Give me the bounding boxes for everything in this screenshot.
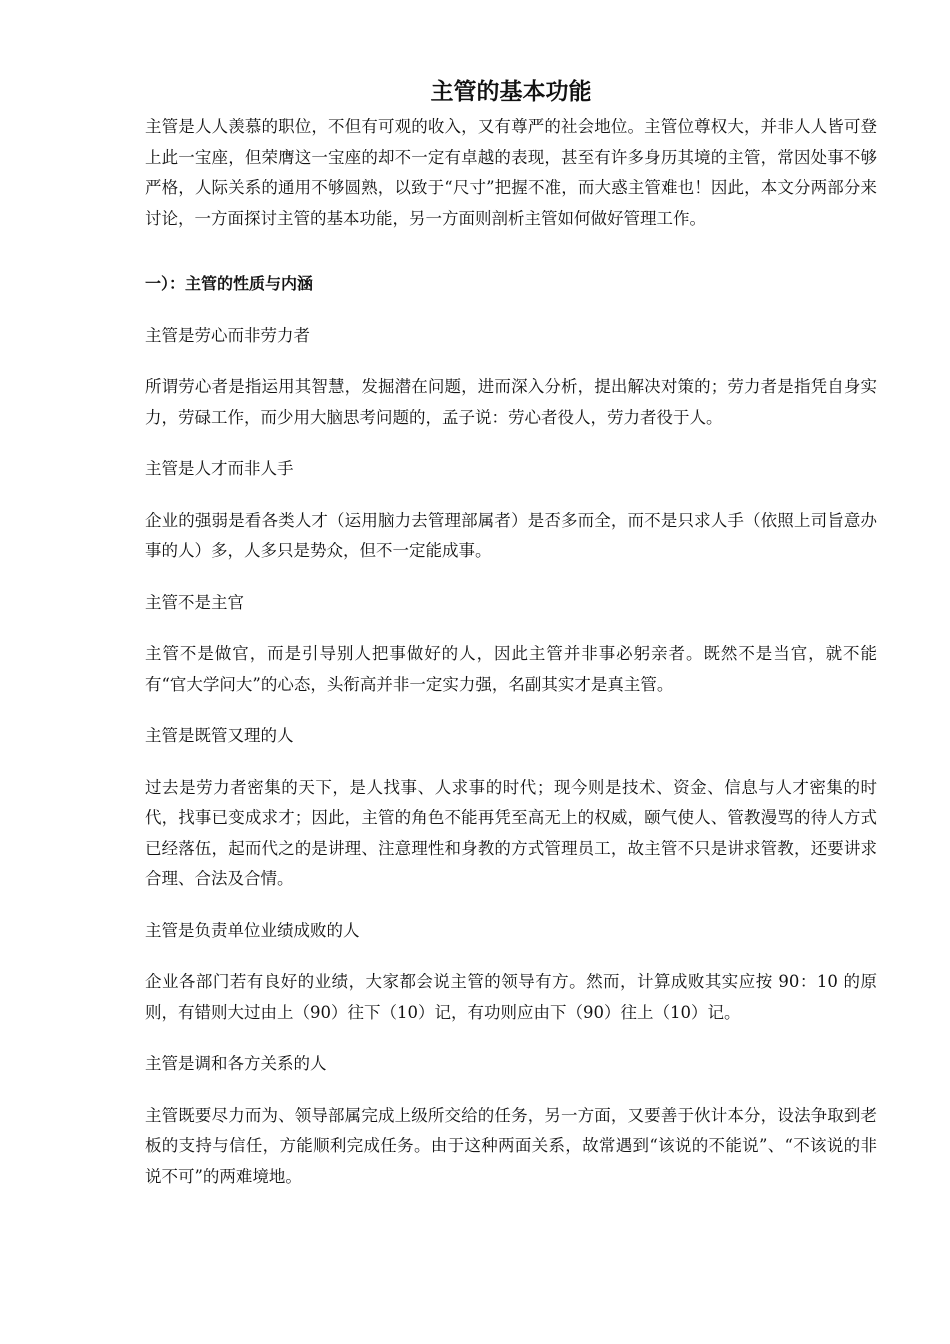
point-body: 所谓劳心者是指运用其智慧，发掘潜在问题，进而深入分析，提出解决对策的；劳力者是指凭自身实力，劳碌工作，而少用大脑思考问题的，孟子说：劳心者役人，劳力者役于人。: [145, 377, 877, 427]
document-page: [145, 72, 877, 1213]
point-heading: 主管不是主官: [145, 592, 244, 612]
point-body: 企业的强弱是看各类人才（运用脑力去管理部属者）是否多而全，而不是只求人手（依照上司旨意办事的人）多，人多只是势众，但不一定能成事。: [145, 510, 877, 560]
point-body: 主管不是做官，而是引导别人把事做好的人，因此主管并非事必躬亲者。既然不是当官，就不能有“官大学问大”的心态，头衔高并非一定实力强，名副其实才是真主管。: [145, 644, 877, 694]
point-body: 过去是劳力者密集的天下，是人找事、人求事的时代；现今则是技术、资金、信息与人才密集的时代，找事已变成求才；因此，主管的角色不能再凭至高无上的权威，颐气使人、管教漫骂的待人方式已经落伍，起而代之的是讲理、注意理性和身教的方式管理员工，故主管不只是讲求管教，还要讲求合理、合法及合情。: [145, 777, 877, 888]
intro-paragraph: 主管是人人羡慕的职位，不但有可观的收入，又有尊严的社会地位。主管位尊权大，并非人人皆可登上此一宝座，但荣膺这一宝座的却不一定有卓越的表现，甚至有许多身历其境的主管，常因处事不够严格，人际关系的通用不够圆熟，以致于“尺寸”把握不准，而大惑主管难也！因此，本文分两部分来讨论，一方面探讨主管的基本功能，另一方面则剖析主管如何做好管理工作。: [145, 117, 877, 228]
point-body: 企业各部门若有良好的业绩，大家都会说主管的领导有方。然而，计算成败其实应按 90：10 的原则，有错则大过由上（90）往下（10）记，有功则应由下（90）往上（10）记。: [145, 972, 877, 1022]
point-body: 主管既要尽力而为、领导部属完成上级所交给的任务，另一方面，又要善于伙计本分，设法争取到老板的支持与信任，方能顺利完成任务。由于这种两面关系，故常遇到“该说的不能说”、“不该说的非说不可”的两难境地。: [145, 1105, 877, 1186]
point-heading: 主管是调和各方关系的人: [145, 1054, 327, 1073]
section-heading: 一）：主管的性质与内涵: [145, 274, 314, 293]
point-heading: 主管是既管又理的人: [145, 726, 294, 745]
point-heading: 主管是人才而非人手: [145, 459, 294, 478]
point-heading: 主管是劳心而非劳力者: [145, 325, 310, 345]
document-title: 主管的基本功能: [430, 79, 592, 105]
point-heading: 主管是负责单位业绩成败的人: [145, 920, 360, 940]
